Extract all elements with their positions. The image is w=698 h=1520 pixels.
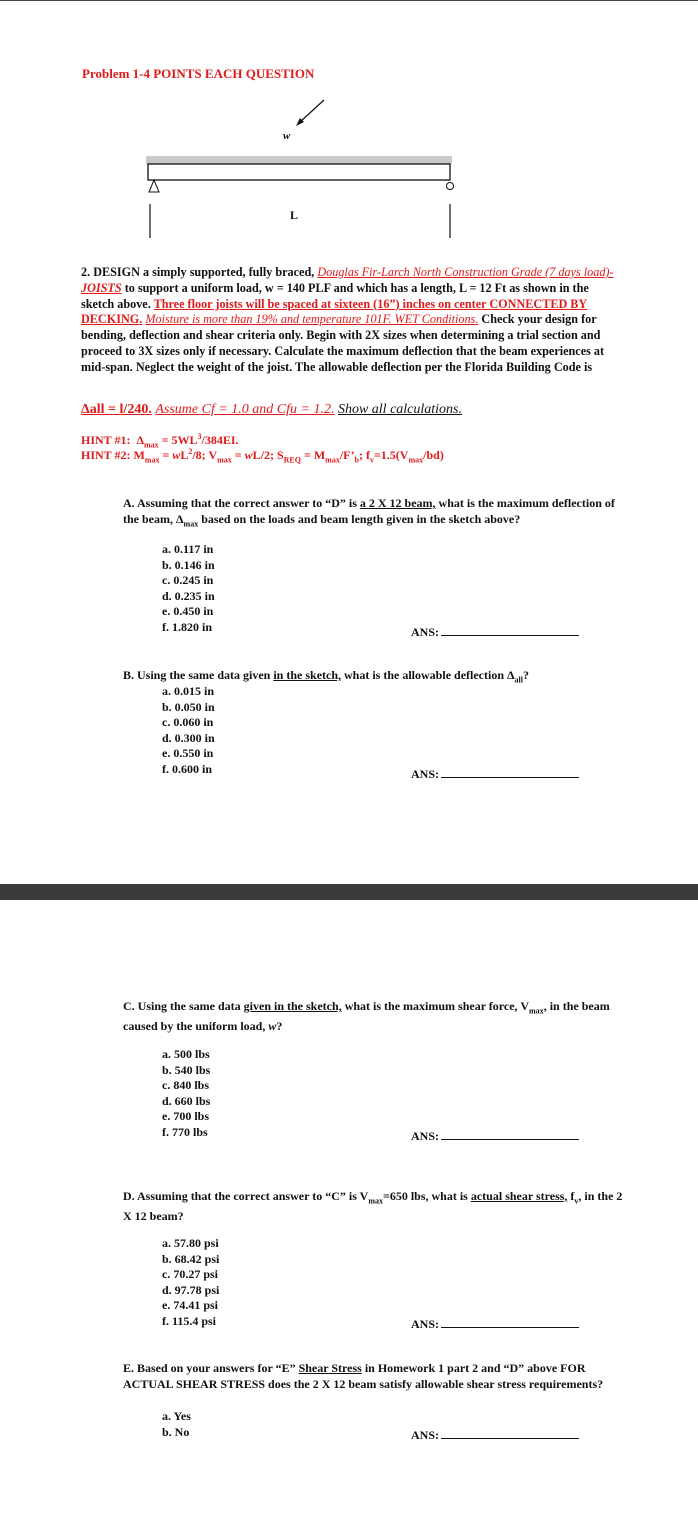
allow-deflection: Δall = l/240.	[81, 402, 152, 417]
option[interactable]: a. 0.015 in	[162, 684, 215, 698]
option[interactable]: a. 57.80 psi	[162, 1236, 219, 1250]
answer-e[interactable]: ANS:	[411, 1426, 579, 1443]
question-c: C. Using the same data given in the sketch, what is the maximum shear force, $V_{max}$, in the beam caused by the uniform load, w?	[123, 999, 610, 1033]
show-calcs: Show all calculations.	[337, 402, 463, 417]
question-e: E. Based on your answers for “E” Shear Stress in Homework 1 part 2 and “D” above FOR ACTUAL SHEAR STRESS does the 2 X 12 beam satisfy allowable shear stress requirements?	[123, 1361, 604, 1391]
option[interactable]: c. 0.245 in	[162, 573, 214, 587]
hint-1-label: HINT #1:	[81, 433, 131, 447]
moisture-link[interactable]: Moisture is more than 19% and temperature 101F. WET Conditions.	[145, 312, 479, 327]
option[interactable]: b. 540 lbs	[162, 1062, 211, 1077]
option[interactable]: f. 0.600 in	[162, 761, 213, 776]
problem-rest: Check your design for bending, deflection and shear criteria only. Begin with 2X sizes when determining a trial section and proceed to 3X sizes only if necessary. Calculate the maximum deflection that the beam experiences at mid-span. Neglect the weight of the joist. The allowable deflection per the Florida Building Code is	[81, 312, 605, 374]
option[interactable]: e. 0.450 in	[162, 604, 214, 618]
formula-line	[81, 402, 462, 418]
option[interactable]: f. 770 lbs	[162, 1124, 208, 1139]
question-e-options	[162, 1409, 191, 1440]
question-b-options	[162, 684, 215, 777]
question-c-options	[162, 1047, 210, 1140]
top-border	[0, 0, 698, 1]
option[interactable]: b. 0.146 in	[162, 557, 215, 572]
load-text: to support a uniform load, w = 140 PLF and which has a length, L = 12 Ft as shown in the sketch above.	[81, 280, 589, 311]
beam-diagram	[140, 92, 460, 252]
page-title: Problem 1-4 POINTS EACH QUESTION	[82, 66, 315, 81]
question-d-options	[162, 1236, 219, 1329]
option[interactable]: c. 840 lbs	[162, 1078, 210, 1092]
species-link[interactable]: Douglas Fir-Larch North Construction Grade (7 days load)-	[317, 265, 614, 279]
question-d: D. Assuming that the correct answer to “C” is $V_{max}=650$ lbs, what is actual shear stress, $f_v$, in the 2 X 12 beam?	[123, 1189, 623, 1223]
option[interactable]: f. 1.820 in	[162, 619, 213, 634]
option[interactable]: c. 70.27 psi	[162, 1267, 219, 1281]
option[interactable]: a. Yes	[162, 1409, 191, 1423]
hint-2-label: HINT #2:	[81, 448, 131, 462]
option[interactable]: d. 660 lbs	[162, 1093, 211, 1108]
option[interactable]: d. 0.235 in	[162, 588, 215, 603]
option[interactable]: b. No	[162, 1424, 190, 1439]
option[interactable]: d. 0.300 in	[162, 730, 215, 745]
option[interactable]: f. 115.4 psi	[162, 1313, 217, 1328]
length-label: L	[290, 208, 299, 222]
option[interactable]: e. 0.550 in	[162, 746, 214, 760]
page-separator	[0, 884, 698, 900]
option[interactable]: c. 0.060 in	[162, 715, 214, 729]
option[interactable]: e. 74.41 psi	[162, 1298, 219, 1312]
option[interactable]: e. 700 lbs	[162, 1109, 210, 1123]
answer-d[interactable]: ANS:	[411, 1315, 579, 1332]
question-b: B. Using the same data given in the sketch, what is the allowable deflection $\Delta_{all}$?	[123, 668, 529, 685]
option[interactable]: a. 500 lbs	[162, 1047, 210, 1061]
option[interactable]: b. 68.42 psi	[162, 1251, 220, 1266]
hint-1: HINT #1: $\Delta_{max} = 5WL^3/384EI$.	[81, 432, 239, 450]
problem-statement	[81, 265, 621, 376]
answer-c[interactable]: ANS:	[411, 1127, 579, 1144]
answer-a[interactable]: ANS:	[411, 623, 579, 640]
joists-label: JOISTS	[81, 280, 122, 295]
hint-2: HINT #2: $M_{max} = wL^2/8$; $V_{max} = wL/2$; $S_{REQ}$ = $M_{max}/F’_b$; $f_v=1.5(V_{max}/bd)$	[81, 447, 444, 465]
assume-factors: Assume Cf = 1.0 and Cfu = 1.2.	[155, 402, 335, 417]
load-label: w	[283, 130, 291, 142]
question-a-options	[162, 542, 215, 635]
option[interactable]: d. 97.78 psi	[162, 1282, 220, 1297]
option[interactable]: a. 0.117 in	[162, 542, 214, 556]
answer-b[interactable]: ANS:	[411, 765, 579, 782]
problem-intro: 2. DESIGN a simply supported, fully braced,	[81, 265, 315, 279]
option[interactable]: b. 0.050 in	[162, 699, 215, 714]
spacing-link[interactable]: Three floor joists will be spaced at sixteen (16”) inches on center CONNECTED BY DECKING.	[81, 296, 588, 327]
question-a: A. Assuming that the correct answer to “D” is a 2 X 12 beam, what is the maximum deflection of the beam, $\Delta_{max}$ based on the loads and beam length given in the sketch above?	[123, 496, 615, 528]
